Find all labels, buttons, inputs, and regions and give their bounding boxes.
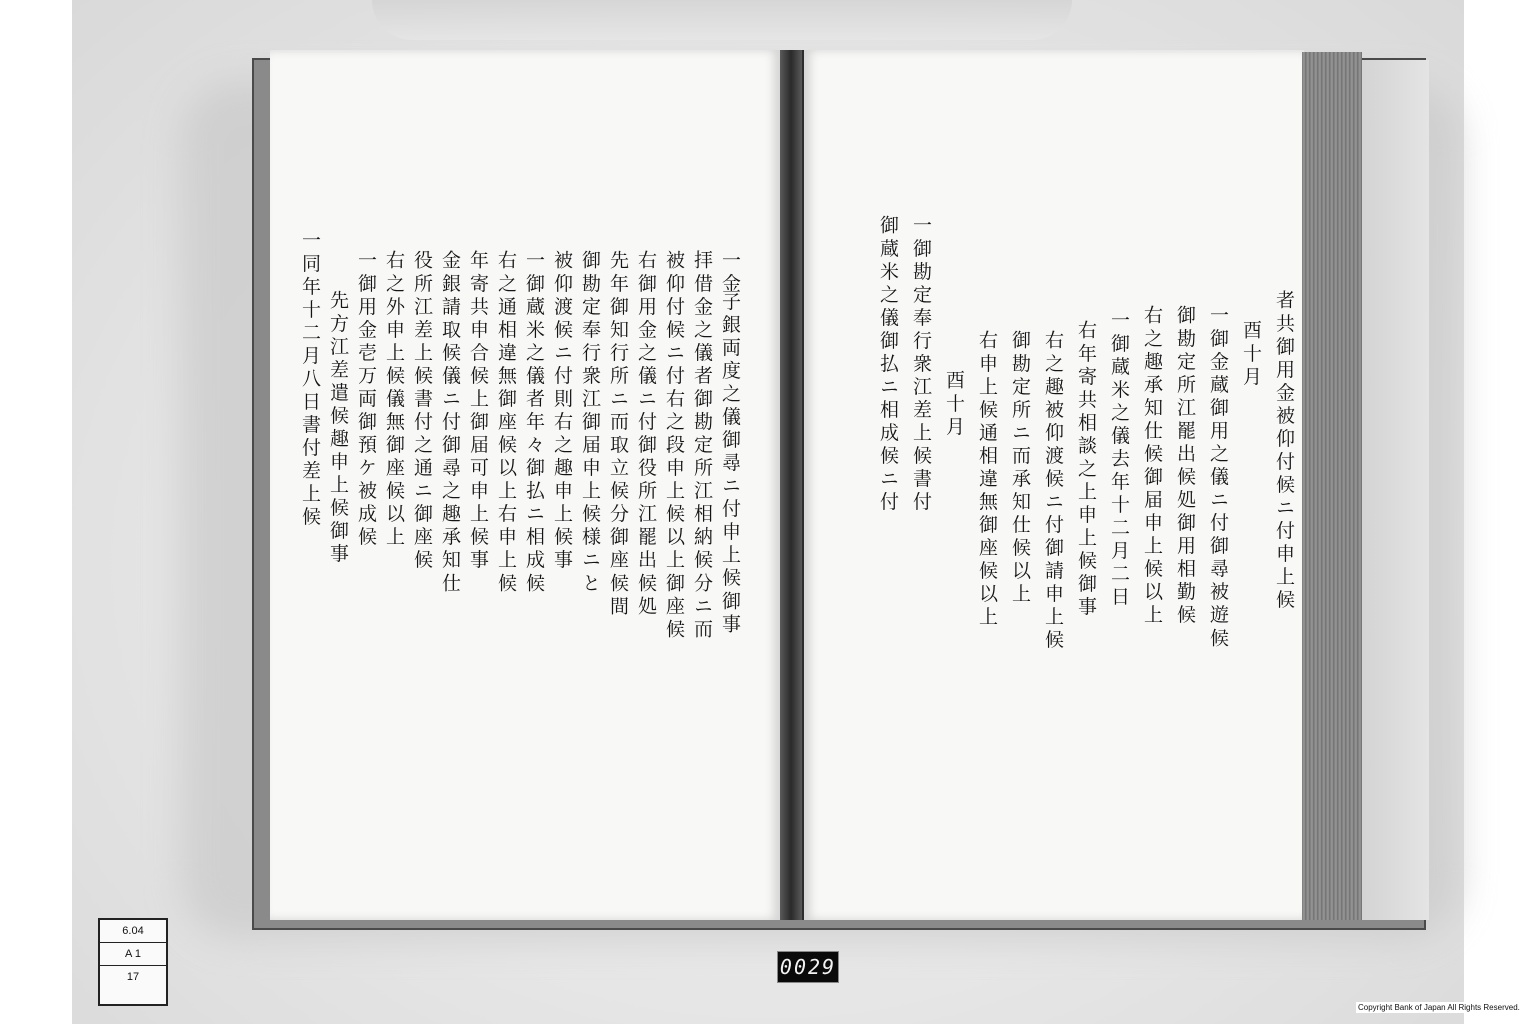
manuscript-column: 一 御 蔵 米 之 儀 去 年 十 二 月 二 日 [1108,310,1130,605]
manuscript-column: 先 方 江 差 遣 候 趣 申 上 候 御 事 [327,290,349,562]
manuscript-column: 酉 十 月 [943,370,965,435]
manuscript-column: 右 之 外 申 上 候 儀 無 御 座 候 以 上 [383,250,405,545]
page-edges [1302,52,1362,920]
manuscript-column: 一 御 蔵 米 之 儀 者 年 々 御 払 ニ 相 成 候 [523,250,545,591]
catalog-label-row: A 1 [100,943,166,966]
manuscript-column: 御 蔵 米 之 儀 御 払 ニ 相 成 候 ニ 付 [877,215,899,510]
shadow [372,0,1072,40]
copyright-notice: Copyright Bank of Japan All Rights Reserved. [1358,1003,1520,1012]
manuscript-column: 年 寄 共 申 合 候 上 御 届 可 申 上 候 事 [467,250,489,568]
catalog-label [98,918,168,1006]
manuscript-column: 者 共 御 用 金 被 仰 付 候 ニ 付 申 上 候 [1273,290,1295,608]
manuscript-column: 一 同 年 十 二 月 八 日 書 付 差 上 候 [299,230,321,525]
manuscript-column: 御 勘 定 所 江 罷 出 候 処 御 用 相 勤 候 [1174,305,1196,623]
manuscript-column: 一 御 勘 定 奉 行 衆 江 差 上 候 書 付 [910,215,932,510]
manuscript-column: 先 年 御 知 行 所 ニ 而 取 立 候 分 御 座 候 間 [607,250,629,614]
manuscript-column: 一 金子 銀 両 度 之 儀 御 尋 ニ 付 申 上 候 御 事 [719,250,741,632]
manuscript-column: 右 御 用 金 之 儀 ニ 付 御 役 所 江 罷 出 候 処 [635,250,657,614]
manuscript-column: 金 銀 請 取 候 儀 ニ 付 御 尋 之 趣 承 知 仕 [439,250,461,591]
manuscript-column: 右 之 趣 被 仰 渡 候 ニ 付 御 請 申 上 候 [1042,330,1064,648]
manuscript-column: 右 之 趣 承 知 仕 候 御 届 申 上 候 以 上 [1141,305,1163,623]
manuscript-column: 右 申 上 候 通 相 違 無 御 座 候 以 上 [976,330,998,625]
microfilm-background [72,0,1464,1024]
manuscript-column: 右 年 寄 共 相 談 之 上 申 上 候 御 事 [1075,320,1097,615]
manuscript-column: 役 所 江 差 上 候 書 付 之 通 ニ 御 座 候 [411,250,433,568]
manuscript-column: 一 御 用 金 壱 万 両 御 預 ケ 被 成 候 [355,250,377,545]
manuscript-column: 拝 借 金 之 儀 者 御 勘 定 所 江 相 納 候 分 ニ 而 [691,250,713,637]
book-gutter [780,50,802,920]
manuscript-column: 酉 十 月 [1240,320,1262,385]
frame-number: 0029 [777,951,839,983]
manuscript-column: 右 之 通 相 違 無 御 座 候 以 上 右 申 上 候 [495,250,517,591]
manuscript-column: 被 仰 渡 候 ニ 付 則 右 之 趣 申 上 候 事 [551,250,573,568]
manuscript-column: 一 御 金 蔵 御 用 之 儀 ニ 付 御 尋 被 遊 候 [1207,305,1229,646]
manuscript-column: 御 勘 定 所 ニ 而 承 知 仕 候 以 上 [1009,330,1031,602]
manuscript-column: 被 仰 付 候 ニ 付 右 之 段 申 上 候 以 上 御 座 候 [663,250,685,637]
right-page [802,50,1304,920]
left-page [270,50,782,920]
manuscript-column: 御 勘 定 奉 行 衆 江 御 届 申 上 候 様 ニ と [579,250,601,591]
catalog-label-row: 6.04 [100,920,166,943]
catalog-label-row: 17 [126,970,140,983]
